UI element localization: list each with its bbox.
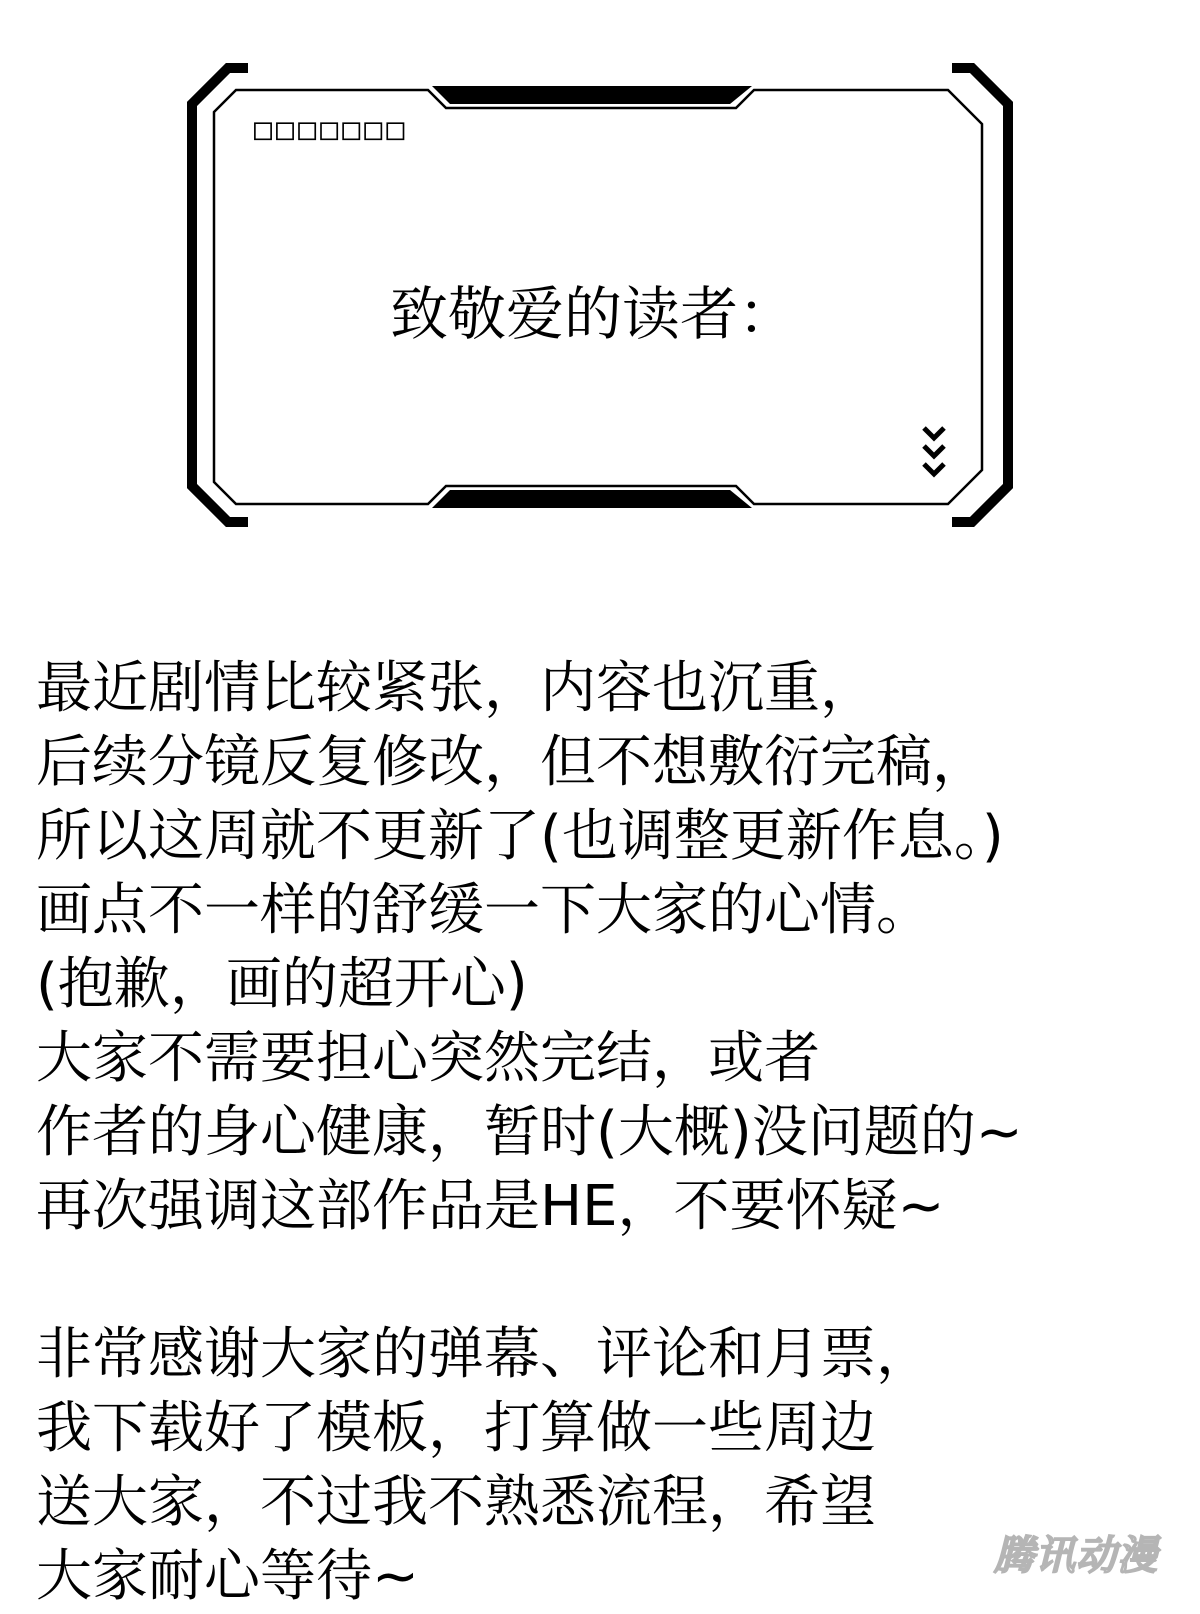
chevron-down-triple-icon — [920, 424, 948, 484]
paragraph-gap — [36, 1244, 1186, 1318]
letter-line: (抱歉，画的超开心) — [36, 952, 528, 1017]
letter-greeting: 致敬爱的读者： — [390, 280, 797, 348]
letter-line: 非常感谢大家的弹幕、评论和月票， — [36, 1322, 932, 1387]
letter-line: 大家耐心等待~ — [36, 1544, 419, 1609]
letter-line: 我下载好了模板，打算做一些周边 — [36, 1396, 876, 1461]
site-watermark: 腾讯动漫 — [994, 1533, 1158, 1579]
letter-line: 所以这周就不更新了(也调整更新作息。) — [36, 804, 1004, 869]
letter-line: 最近剧情比较紧张，内容也沉重， — [36, 656, 876, 721]
letter-line: 作者的身心健康，暂时(大概)没问题的~ — [36, 1100, 1023, 1165]
letter-body — [36, 652, 1186, 1614]
letter-line: 送大家，不过我不熟悉流程，希望 — [36, 1470, 876, 1535]
letter-line: 再次强调这部作品是HE，不要怀疑~ — [36, 1174, 945, 1239]
frame-label-placeholder: □□□□□□□ — [254, 112, 409, 147]
letter-line: 大家不需要担心突然完结，或者 — [36, 1026, 820, 1091]
letter-line: 画点不一样的舒缓一下大家的心情。 — [36, 878, 932, 943]
letter-line: 后续分镜反复修改，但不想敷衍完稿， — [36, 730, 988, 795]
